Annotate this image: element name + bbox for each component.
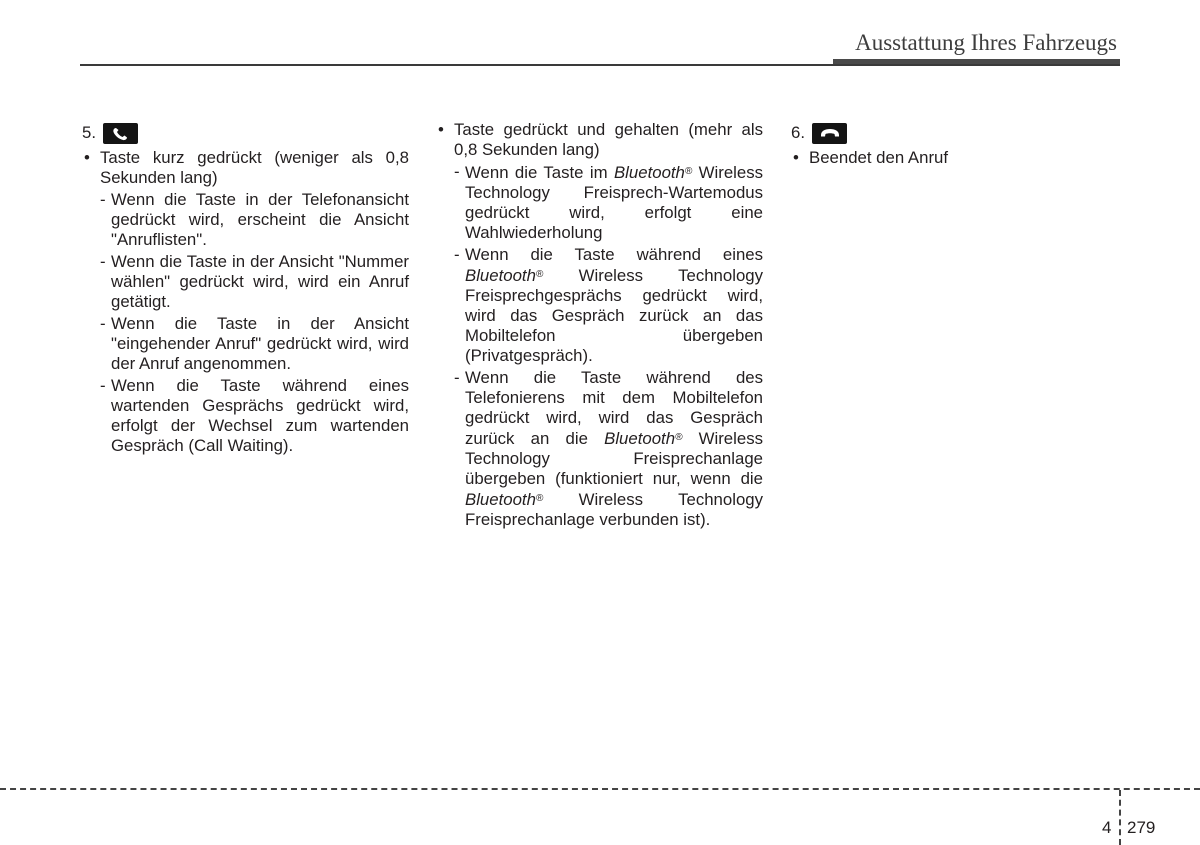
page-number: 279 — [1127, 818, 1156, 837]
column-1 — [82, 118, 409, 456]
item-number: 6. — [791, 123, 805, 142]
sub-item: - Wenn die Taste in der Telefonansicht gedrückt wird, erscheint die Ansicht "Anruflisten". — [100, 190, 409, 249]
sub-item: - Wenn die Taste in der Ansicht "Nummer wählen" gedrückt wird, wird ein Anruf getätigt. — [100, 252, 409, 311]
chapter-number: 4 — [1102, 818, 1112, 837]
item-6-heading — [791, 118, 1118, 148]
item-5-heading — [82, 118, 409, 148]
bullet-short-press: • Taste kurz gedrückt (weniger als 0,8 Sekunden lang) — [82, 148, 409, 188]
footer-dotted-rule — [0, 788, 1200, 790]
sub-item: - Wenn die Taste während eines wartenden Gesprächs gedrückt wird, erfolgt der Wechsel zum wartenden Gespräch (Call Waiting). — [100, 376, 409, 455]
phone-call-icon — [103, 123, 138, 144]
item-number: 5. — [82, 123, 96, 142]
sub-item: - Wenn die Taste während des Telefonierens mit dem Mobiltelefon gedrückt wird, wird das Gespräch zurück an die Bluetooth® Wireless Technology Freisprechanlage übergeben (funktioniert nur, wenn die Bluetooth® Wireless Technology Freisprechanlage verbunden ist). — [454, 368, 763, 529]
sub-item: - Wenn die Taste während eines Bluetooth® Wireless Technology Freisprechgesprächs gedrückt wird, wird das Gespräch zurück an das Mobiltelefon übergeben (Privatgespräch). — [454, 245, 763, 365]
bullet-long-press: • Taste gedrückt und gehalten (mehr als 0,8 Sekunden lang) — [436, 120, 763, 160]
column-2 — [436, 120, 763, 530]
bullet-end-call: • Beendet den Anruf — [791, 148, 1118, 168]
column-3 — [791, 118, 1118, 168]
page-header-title: Ausstattung Ihres Fahrzeugs — [855, 30, 1117, 55]
phone-hangup-icon — [812, 123, 847, 144]
sub-item: - Wenn die Taste in der Ansicht "eingehender Anruf" gedrückt wird, wird der Anruf angenommen. — [100, 314, 409, 373]
header-rule — [80, 64, 1120, 66]
footer-dotted-divider — [1119, 790, 1121, 845]
sub-item: - Wenn die Taste im Bluetooth® Wireless Technology Freisprech-Wartemodus gedrückt wird, erfolgt eine Wahlwiederholung — [454, 162, 763, 242]
